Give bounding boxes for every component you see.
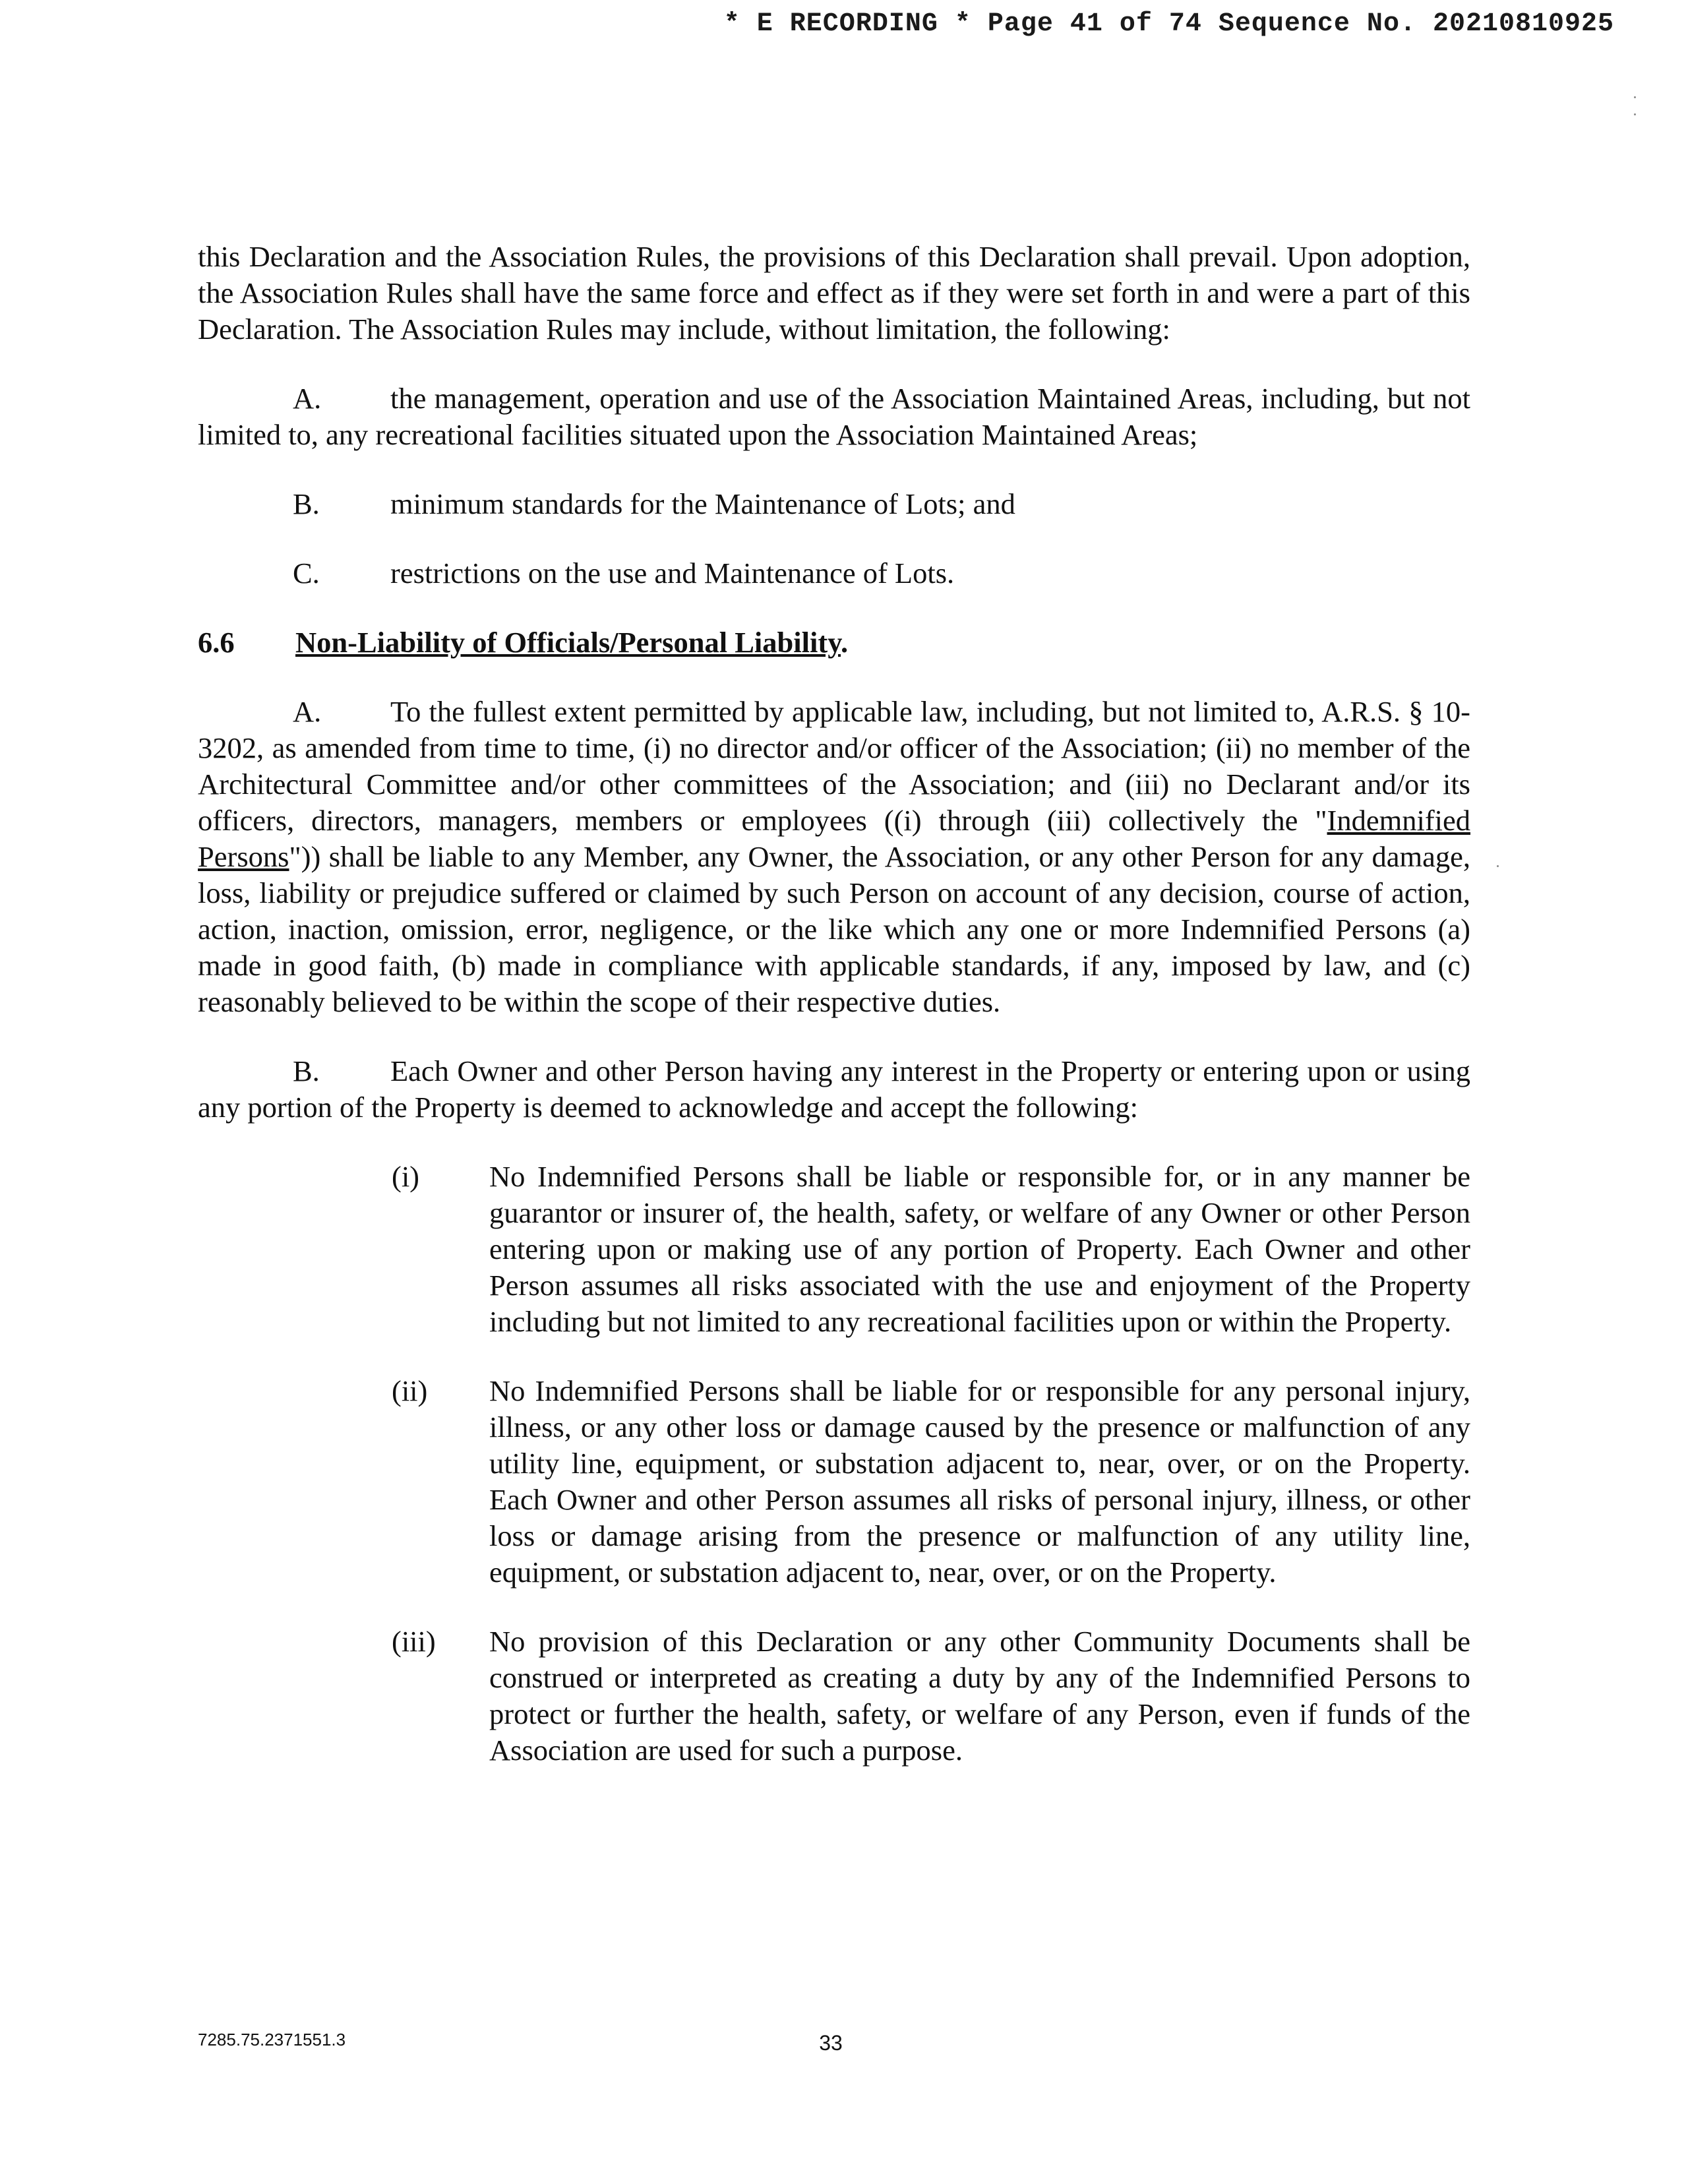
sub-item-iii — [392, 1623, 1470, 1769]
sub-item-ii-text: No Indemnified Persons shall be liable for or responsible for any personal injury, illness, or any other loss or damage caused by the presence or malfunction of any utility line, equipment, or substation adjacent to, near, over, or on the Property. Each Owner and other Person assumes all risks of personal injury, illness, or other loss or damage arising from the presence or malfunction of any utility line, equipment, or substation adjacent to, near, over, or on the Property. — [489, 1374, 1470, 1589]
document-body — [198, 239, 1470, 1769]
paragraph-a-text-before: To the fullest extent permitted by applicable law, including, but not limited to, A.R.S. § 10-3202, as amended from time to time, (i) no director and/or officer of the Association; (ii) no member of the Architectural Committee and/or other committees of the Association; and (iii) no Declarant and/or its officers, directors, managers, members or employees ((i) through (iii) collectively the " — [198, 695, 1470, 837]
scan-speck — [1634, 96, 1636, 98]
section-title: Non-Liability of Officials/Personal Liability — [295, 626, 841, 659]
page-number-wrap — [0, 2031, 1688, 2055]
paragraph-b — [198, 1053, 1470, 1126]
rule-item-a-mark: A. — [293, 382, 322, 415]
defined-term-indemnified-persons: Indemnified Persons — [198, 804, 1470, 873]
page-number: 33 — [819, 2031, 843, 2055]
rule-item-a — [198, 380, 1470, 453]
sub-item-i-mark: (i) — [392, 1160, 420, 1193]
rule-item-a-text: the management, operation and use of the Association Maintained Areas, including, but not limited to, any recreational facilities situated upon the Association Maintained Areas; — [198, 382, 1470, 451]
document-id: 7285.75.2371551.3 — [198, 2030, 346, 2049]
rule-item-b-text: minimum standards for the Maintenance of Lots; and — [390, 487, 1015, 520]
rule-item-c-text: restrictions on the use and Maintenance of Lots. — [390, 557, 955, 590]
paragraph-a-text-after: ")) shall be liable to any Member, any Owner, the Association, or any other Person for any damage, loss, liability or prejudice suffered or claimed by such Person on account of any decision, course of action, action, inaction, omission, error, negligence, or the like which any one or more Indemnified Persons (a) made in good faith, (b) made in compliance with applicable standards, if any, imposed by law, and (c) reasonably believed to be within the scope of their respective duties. — [198, 840, 1470, 1018]
rule-item-b-mark: B. — [293, 487, 320, 520]
scan-speck — [1497, 865, 1499, 867]
paragraph-b-mark: B. — [293, 1054, 320, 1087]
intro-paragraph: this Declaration and the Association Rules, the provisions of this Declaration shall prevail. Upon adoption, the Association Rules shall have the same force and effect as if they were set forth in and were a part of this Declaration. The Association Rules may include, without limitation, the following: — [198, 240, 1470, 346]
rule-item-c-mark: C. — [293, 557, 320, 590]
recording-stamp: * E RECORDING * Page 41 of 74 Sequence No. 20210810925 — [723, 9, 1614, 39]
section-number: 6.6 — [198, 626, 235, 659]
section-heading — [198, 624, 1470, 661]
sub-item-i-text: No Indemnified Persons shall be liable or responsible for, or in any manner be guarantor or insurer of, the health, safety, or welfare of any Owner or other Person entering upon or making use of any portion of Property. Each Owner and other Person assumes all risks associated with the use and enjoyment of the Property including but not limited to any recreational facilities upon or within the Property. — [489, 1160, 1470, 1338]
section-title-end: . — [841, 626, 849, 659]
rule-item-b — [293, 486, 1470, 522]
paragraph-a — [198, 694, 1470, 1020]
sub-item-iii-mark: (iii) — [392, 1625, 436, 1658]
scan-speck — [1634, 113, 1636, 115]
sub-item-i — [392, 1159, 1470, 1340]
rule-item-c — [293, 555, 1470, 592]
sub-item-ii — [392, 1373, 1470, 1591]
sub-item-ii-mark: (ii) — [392, 1374, 428, 1407]
paragraph-b-text: Each Owner and other Person having any interest in the Property or entering upon or using any portion of the Property is deemed to acknowledge and accept the following: — [198, 1054, 1470, 1124]
sub-item-iii-text: No provision of this Declaration or any other Community Documents shall be construed or interpreted as creating a duty by any of the Indemnified Persons to protect or further the health, safety, or welfare of any Person, even if funds of the Association are used for such a purpose. — [489, 1625, 1470, 1767]
paragraph-a-mark: A. — [293, 695, 322, 728]
